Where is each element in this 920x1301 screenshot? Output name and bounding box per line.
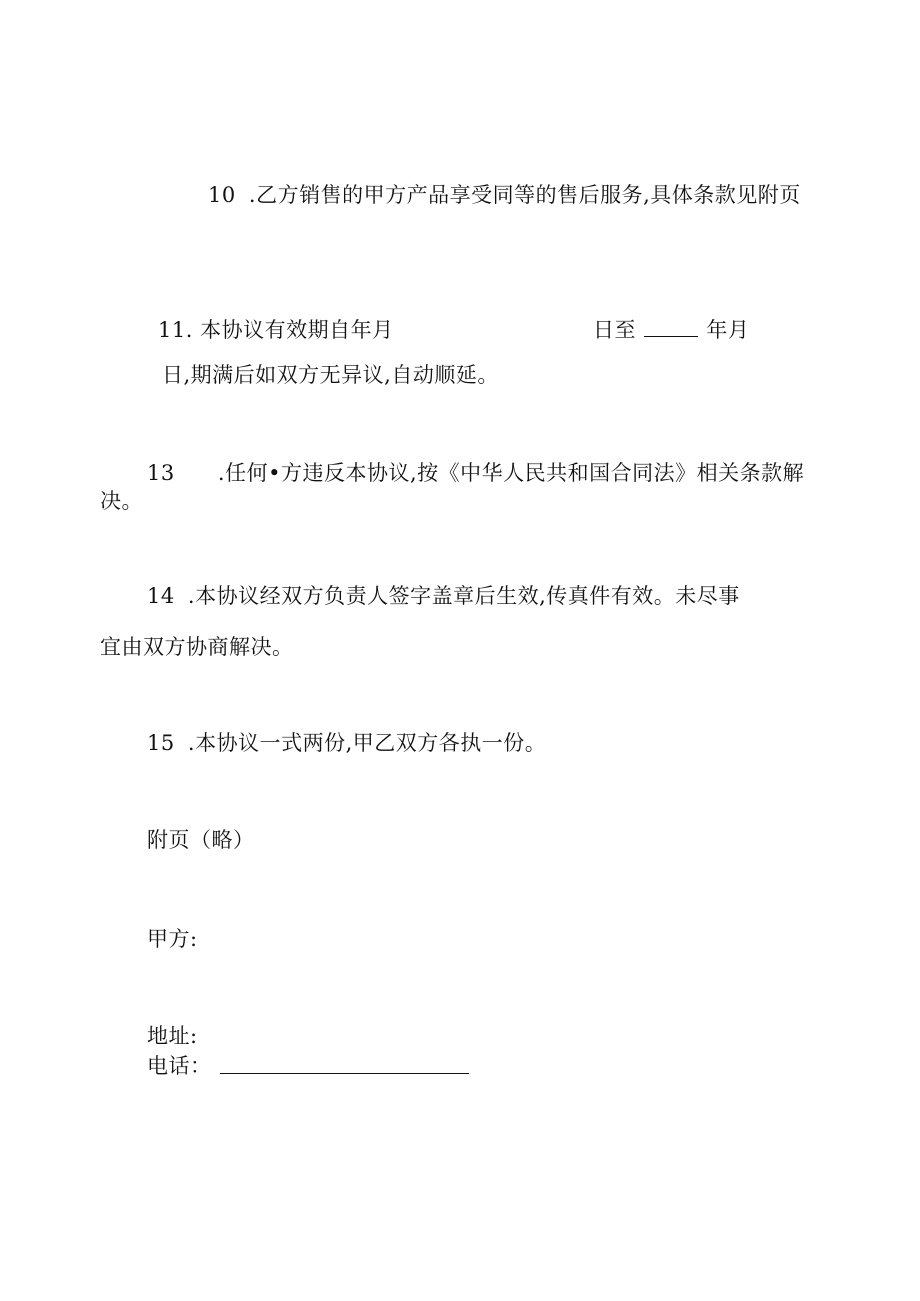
clause-10 xyxy=(208,181,801,209)
clause-11-year-blank xyxy=(644,318,698,337)
clause-15 xyxy=(147,729,546,757)
clause-11-line-1 xyxy=(158,316,394,344)
clause-13-text-a: .任何•方违反本协议,按《中华人民共和国合同法》相关条款解 xyxy=(217,461,805,485)
clause-11-number: 11. xyxy=(158,318,193,342)
clause-11-line-2 xyxy=(162,361,499,389)
clause-11-line-1-right xyxy=(593,316,749,344)
clause-10-text: .乙方销售的甲方产品享受同等的售后服务,具体条款见附页 xyxy=(248,183,801,207)
clause-13-line-1 xyxy=(147,459,804,487)
phone-label: 电话： xyxy=(147,1054,212,1078)
clause-10-number: 10 xyxy=(208,183,236,207)
clause-13-text-b: 决。 xyxy=(100,489,143,513)
clause-13-number: 13 xyxy=(147,461,175,485)
clause-14-text-a: .本协议经双方负责人签字盖章后生效,传真件有效。未尽事 xyxy=(187,584,740,608)
clause-11-text-a: 本协议有效期自年月 xyxy=(200,318,394,342)
clause-14-line-1 xyxy=(147,582,740,610)
phone-underline xyxy=(220,1073,469,1074)
clause-11-text-c: 年月 xyxy=(706,318,750,342)
clause-11-text-b: 日至 xyxy=(593,318,636,342)
party-a-label: 甲方: xyxy=(147,927,198,951)
clause-15-number: 15 xyxy=(147,731,175,755)
clause-14-text-b: 宜由双方协商解决。 xyxy=(100,635,294,659)
clause-15-text: .本协议一式两份,甲乙双方各执一份。 xyxy=(187,731,547,755)
clause-14-number: 14 xyxy=(147,584,175,608)
clause-14-line-2 xyxy=(100,633,294,661)
clause-13-line-2 xyxy=(100,487,143,515)
address-label: 地址: xyxy=(147,1024,198,1048)
clause-11-text-d: 日,期满后如双方无异议,自动顺延。 xyxy=(162,363,499,387)
appendix-note: 附页（略） xyxy=(147,828,255,852)
